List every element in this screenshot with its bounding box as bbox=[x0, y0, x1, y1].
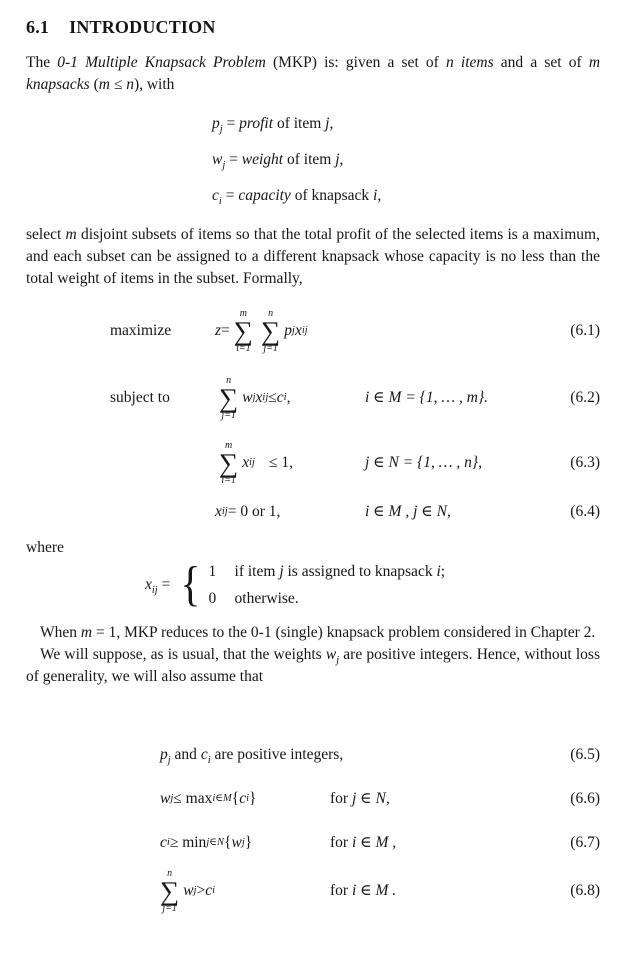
remark-paragraph bbox=[26, 622, 600, 644]
text-run: We will suppose, as is usual, that the weights bbox=[40, 645, 326, 663]
constraint-domain: i ∈ M = {1, … , m}. bbox=[365, 389, 489, 407]
text-run: = bbox=[221, 322, 230, 340]
definition-list bbox=[212, 106, 600, 214]
equation-number: (6.1) bbox=[570, 322, 600, 340]
section-number: 6.1 bbox=[26, 17, 50, 37]
equation-number: (6.6) bbox=[570, 789, 600, 807]
math-subscript: ij bbox=[151, 585, 158, 597]
assumption-expression: w j ≤ max i∈M { c i } bbox=[160, 788, 330, 810]
math-var: w bbox=[242, 389, 253, 407]
sum-lower-limit: i=1 bbox=[221, 474, 236, 486]
summation-symbol bbox=[219, 375, 238, 422]
equation-number: (6.2) bbox=[570, 389, 600, 407]
text-run: { bbox=[231, 789, 240, 807]
math-subscript: i bbox=[218, 196, 222, 208]
text-run: select bbox=[26, 226, 66, 243]
text-run: , bbox=[286, 389, 291, 407]
relation-symbol: > bbox=[196, 882, 206, 900]
equation-6-6 bbox=[26, 788, 600, 810]
sigma-glyph: ∑ bbox=[219, 447, 239, 478]
sum-upper-limit: m bbox=[225, 439, 233, 451]
assumption-expression: n ∑ j=1 w j > c i bbox=[160, 867, 216, 914]
relation-symbol: ≥ min bbox=[169, 833, 207, 851]
text-run: The bbox=[26, 54, 58, 71]
math-var: i bbox=[373, 187, 378, 204]
math-var: j bbox=[335, 151, 340, 168]
relation-symbol: ≤ 1, bbox=[268, 454, 293, 472]
condition bbox=[330, 832, 396, 854]
summation-symbol bbox=[219, 440, 238, 487]
sum-upper-limit: n bbox=[167, 867, 173, 879]
definition-profit bbox=[212, 106, 600, 142]
math-var: x bbox=[215, 502, 222, 520]
text-run: for bbox=[330, 789, 352, 807]
text-run: } bbox=[244, 833, 253, 851]
math-var: w bbox=[160, 789, 171, 807]
case-row bbox=[209, 561, 446, 583]
text-run-italic: m bbox=[80, 623, 93, 641]
case-text bbox=[235, 561, 446, 583]
math-var: c bbox=[205, 882, 213, 900]
constraint-expression: m ∑ i=1 x ij ≤ 1, bbox=[219, 439, 293, 486]
equation-6-7 bbox=[26, 832, 600, 854]
text-run-italic: m ≤ n bbox=[98, 76, 134, 93]
summation-symbol bbox=[234, 308, 253, 355]
sum-lower-limit: j=1 bbox=[263, 342, 278, 354]
math-subscript: j bbox=[222, 160, 226, 172]
problem-statement-paragraph bbox=[26, 224, 600, 290]
sigma-glyph: ∑ bbox=[219, 382, 239, 413]
equation-number: (6.5) bbox=[570, 745, 600, 763]
text-run: ( bbox=[89, 76, 99, 93]
sum-upper-limit: n bbox=[226, 374, 232, 386]
text-run: disjoint subsets of items so that the total profit of the selected items is a maximum, and each subset can be assigned to a different knapsack whose capacity is no less than the total weight of items in the subset. Formally, bbox=[26, 226, 600, 287]
text-run-italic: m knapsacks bbox=[26, 54, 601, 93]
math-var: c bbox=[212, 187, 219, 204]
sum-lower-limit: i=1 bbox=[236, 342, 251, 354]
text-run: = bbox=[222, 115, 240, 132]
text-run: , bbox=[339, 151, 344, 168]
math-var: w bbox=[325, 645, 337, 663]
math-var: x bbox=[255, 389, 263, 407]
equation-math bbox=[215, 375, 570, 422]
equation-6-5 bbox=[26, 744, 600, 766]
equation-label: maximize bbox=[110, 322, 172, 340]
text-run: otherwise. bbox=[234, 589, 299, 607]
constraint-expression: n ∑ j=1 w j x ij ≤ c i , bbox=[219, 374, 291, 421]
intro-paragraph bbox=[26, 52, 600, 96]
sum-lower-limit: j=1 bbox=[221, 409, 236, 421]
objective-expression: z = m ∑ i=1 n ∑ j=1 p j x ij bbox=[215, 308, 308, 354]
text-run: of item bbox=[273, 115, 326, 132]
math-var: j bbox=[325, 115, 330, 132]
case-value: 1 bbox=[208, 562, 217, 580]
definition-capacity bbox=[212, 178, 600, 214]
where-label: where bbox=[26, 538, 64, 556]
math-var: x bbox=[294, 322, 302, 340]
math-var: x bbox=[145, 576, 152, 594]
case-text bbox=[235, 588, 299, 610]
left-brace-glyph: { bbox=[180, 558, 201, 612]
constraint-expression: x ij = 0 or 1, bbox=[215, 501, 365, 523]
condition bbox=[330, 880, 396, 902]
math-subscript: j bbox=[219, 124, 223, 136]
text-run: , bbox=[377, 187, 382, 204]
assumption-paragraph bbox=[26, 644, 600, 688]
math-var: c bbox=[200, 745, 208, 763]
assumption-expression bbox=[160, 744, 343, 766]
math-var: p bbox=[284, 322, 293, 340]
text-run: and bbox=[170, 745, 201, 763]
math-var: c bbox=[276, 389, 284, 407]
text-run: is assigned to knapsack bbox=[283, 562, 437, 580]
relation-symbol: = 0 or 1, bbox=[227, 502, 281, 520]
text-run: ), with bbox=[133, 76, 175, 93]
sum-upper-limit: m bbox=[239, 308, 248, 319]
condition-domain: i ∈ M . bbox=[351, 882, 397, 900]
sum-lower-limit: j=1 bbox=[162, 902, 177, 914]
equation-number: (6.7) bbox=[570, 833, 600, 851]
math-subscript: j bbox=[336, 654, 340, 666]
text-run: = bbox=[221, 187, 239, 204]
case-row bbox=[209, 588, 446, 610]
text-run: When bbox=[40, 623, 81, 641]
term-italic: weight bbox=[241, 151, 284, 168]
sigma-glyph: ∑ bbox=[233, 316, 254, 346]
text-run: if item bbox=[234, 562, 280, 580]
equation-number: (6.3) bbox=[570, 454, 600, 472]
summation-symbol bbox=[261, 308, 280, 355]
math-var: c bbox=[239, 789, 247, 807]
math-var: w bbox=[231, 833, 242, 851]
math-var: p bbox=[212, 115, 220, 132]
math-var: i bbox=[436, 562, 441, 580]
condition bbox=[330, 788, 390, 810]
constraint-domain: j ∈ N = {1, … , n}, bbox=[365, 454, 483, 472]
math-subscript: i bbox=[207, 754, 211, 766]
equation-number: (6.8) bbox=[570, 882, 600, 900]
condition-domain: i ∈ M , bbox=[351, 833, 397, 851]
text-run: = 1, MKP reduces to the 0-1 (single) knapsack problem considered in Chapter 2. bbox=[92, 623, 596, 641]
math-var: p bbox=[160, 745, 168, 763]
equation-label: subject to bbox=[110, 389, 170, 407]
text-run: are positive integers, bbox=[210, 745, 344, 763]
relation-symbol: ≤ bbox=[268, 389, 277, 407]
text-run: of knapsack bbox=[290, 187, 374, 204]
text-run: (MKP) is: given a set of bbox=[265, 54, 446, 71]
case-rows bbox=[209, 561, 446, 610]
constraint-domain: i ∈ M , j ∈ N, bbox=[365, 502, 451, 520]
equation-math bbox=[215, 308, 570, 355]
equation-math bbox=[215, 440, 570, 487]
term-italic: profit bbox=[239, 115, 274, 132]
math-var: j bbox=[279, 562, 284, 580]
equation-6-1 bbox=[26, 308, 600, 355]
math-var: x bbox=[242, 454, 250, 472]
summation-symbol bbox=[160, 868, 179, 915]
text-run: ; bbox=[440, 562, 446, 580]
equation-6-2 bbox=[26, 375, 600, 422]
relation-symbol: ≤ max bbox=[173, 789, 213, 807]
section-title: INTRODUCTION bbox=[69, 17, 216, 37]
text-run: } bbox=[249, 789, 257, 807]
condition-domain: j ∈ N, bbox=[351, 789, 390, 807]
definition-weight bbox=[212, 142, 600, 178]
term-italic: capacity bbox=[238, 187, 291, 204]
equation-6-4 bbox=[26, 501, 600, 523]
text-run-italic: 0-1 Multiple Knapsack Problem bbox=[57, 54, 266, 71]
math-var: z bbox=[215, 322, 222, 340]
sigma-glyph: ∑ bbox=[261, 316, 281, 346]
math-var: c bbox=[160, 833, 167, 851]
text-run-italic: m bbox=[65, 226, 77, 243]
text-run-italic: n items bbox=[445, 54, 494, 71]
text-run: = bbox=[225, 151, 242, 168]
equation-math bbox=[215, 501, 570, 523]
math-var: w bbox=[212, 151, 223, 168]
text-run: for bbox=[330, 833, 352, 851]
equation-number: (6.4) bbox=[570, 502, 600, 520]
text-run: and a set of bbox=[493, 54, 589, 71]
text-run: of item bbox=[283, 151, 336, 168]
math-subscript: j bbox=[167, 754, 171, 766]
text-run: { bbox=[224, 833, 232, 851]
sigma-glyph: ∑ bbox=[160, 875, 180, 906]
case-value: 0 bbox=[208, 589, 217, 607]
sum-upper-limit: n bbox=[268, 308, 274, 319]
equation-6-3 bbox=[26, 440, 600, 487]
section-heading bbox=[26, 16, 600, 38]
text-run: are positive integers. Hence, without loss of generality, we will also assume that bbox=[26, 645, 600, 685]
text-run: , bbox=[329, 115, 334, 132]
case-lhs bbox=[145, 574, 170, 596]
math-var: w bbox=[183, 882, 194, 900]
text-run: for bbox=[330, 882, 352, 900]
assumption-expression: c i ≥ min j∈N { w j } bbox=[160, 832, 330, 854]
case-definition bbox=[26, 558, 600, 612]
equation-6-8 bbox=[26, 868, 600, 915]
text-run: = bbox=[157, 576, 171, 594]
